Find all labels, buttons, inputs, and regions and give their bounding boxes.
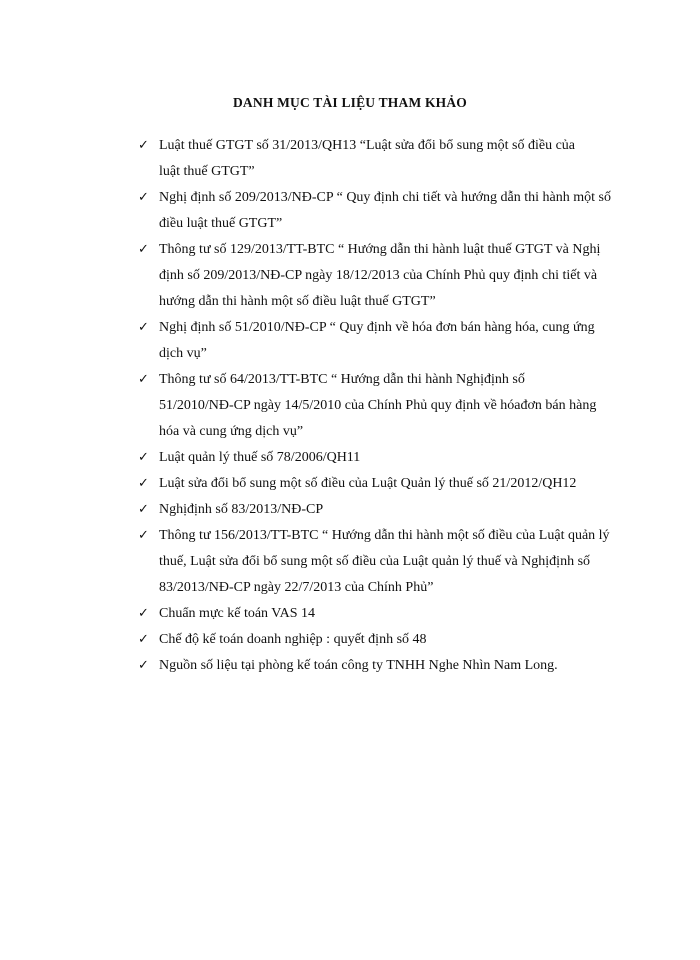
list-item <box>138 601 628 627</box>
reference-text: Chế độ kế toán doanh nghiệp : quyết định số 48 <box>159 632 427 647</box>
reference-text: Thông tư số 129/2013/TT-BTC “ Hướng dẫn thi hành luật thuế GTGT và Nghị định số 209/2013/NĐ-CP ngày 18/12/2013 của Chính Phủ quy định chi tiết và hướng dẫn thi hành một số điều luật thuế GTGT” <box>159 242 601 309</box>
list-item <box>138 367 628 445</box>
reference-text: Chuẩn mực kế toán VAS 14 <box>159 606 316 621</box>
list-item <box>138 133 628 185</box>
checkmark-icon: ✓ <box>138 606 149 621</box>
reference-text: Nghị định số 209/2013/NĐ-CP “ Quy định chi tiết và hướng dẫn thi hành một số điều luật thuế GTGT” <box>159 190 611 231</box>
list-item <box>138 237 628 315</box>
list-item <box>138 315 628 367</box>
list-item <box>138 627 628 653</box>
checkmark-icon: ✓ <box>138 138 149 153</box>
checkmark-icon: ✓ <box>138 528 149 543</box>
list-item <box>138 497 628 523</box>
reference-text: Nguồn số liệu tại phòng kế toán công ty TNHH Nghe Nhìn Nam Long. <box>159 658 558 673</box>
reference-text: Thông tư số 64/2013/TT-BTC “ Hướng dẫn thi hành Nghịđịnh số 51/2010/NĐ-CP ngày 14/5/2010 của Chính Phủ quy định về hóađơn bán hàng hóa và cung ứng dịch vụ” <box>159 372 597 439</box>
list-item <box>138 471 628 497</box>
reference-text: Nghị định số 51/2010/NĐ-CP “ Quy định về hóa đơn bán hàng hóa, cung ứng dịch vụ” <box>159 320 595 361</box>
reference-text: Nghịđịnh số 83/2013/NĐ-CP <box>159 502 324 517</box>
checkmark-icon: ✓ <box>138 190 149 205</box>
list-item <box>138 653 628 679</box>
checkmark-icon: ✓ <box>138 632 149 647</box>
reference-text: Luật thuế GTGT số 31/2013/QH13 “Luật sửa đổi bổ sung một số điều của luật thuế GTGT” <box>159 138 575 179</box>
checkmark-icon: ✓ <box>138 372 149 387</box>
list-item <box>138 445 628 471</box>
checkmark-icon: ✓ <box>138 502 149 517</box>
list-item <box>138 523 628 601</box>
checkmark-icon: ✓ <box>138 476 149 491</box>
reference-text: Luật quản lý thuế số 78/2006/QH11 <box>159 450 361 465</box>
checkmark-icon: ✓ <box>138 320 149 335</box>
list-item <box>138 185 628 237</box>
reference-text: Luật sửa đổi bổ sung một số điều của Luật Quản lý thuế số 21/2012/QH12 <box>159 476 577 491</box>
checkmark-icon: ✓ <box>138 242 149 257</box>
reference-text: Thông tư 156/2013/TT-BTC “ Hướng dẫn thi hành một số điều của Luật quản lý thuế, Luật sửa đổi bổ sung một số điều của Luật quản lý thuế và Nghịđịnh số 83/2013/NĐ-CP ngày 22/7/2013 của Chính Phủ” <box>159 528 610 595</box>
checkmark-icon: ✓ <box>138 658 149 673</box>
reference-list <box>138 133 628 679</box>
checkmark-icon: ✓ <box>138 450 149 465</box>
page-title: DANH MỤC TÀI LIỆU THAM KHẢO <box>232 95 468 110</box>
